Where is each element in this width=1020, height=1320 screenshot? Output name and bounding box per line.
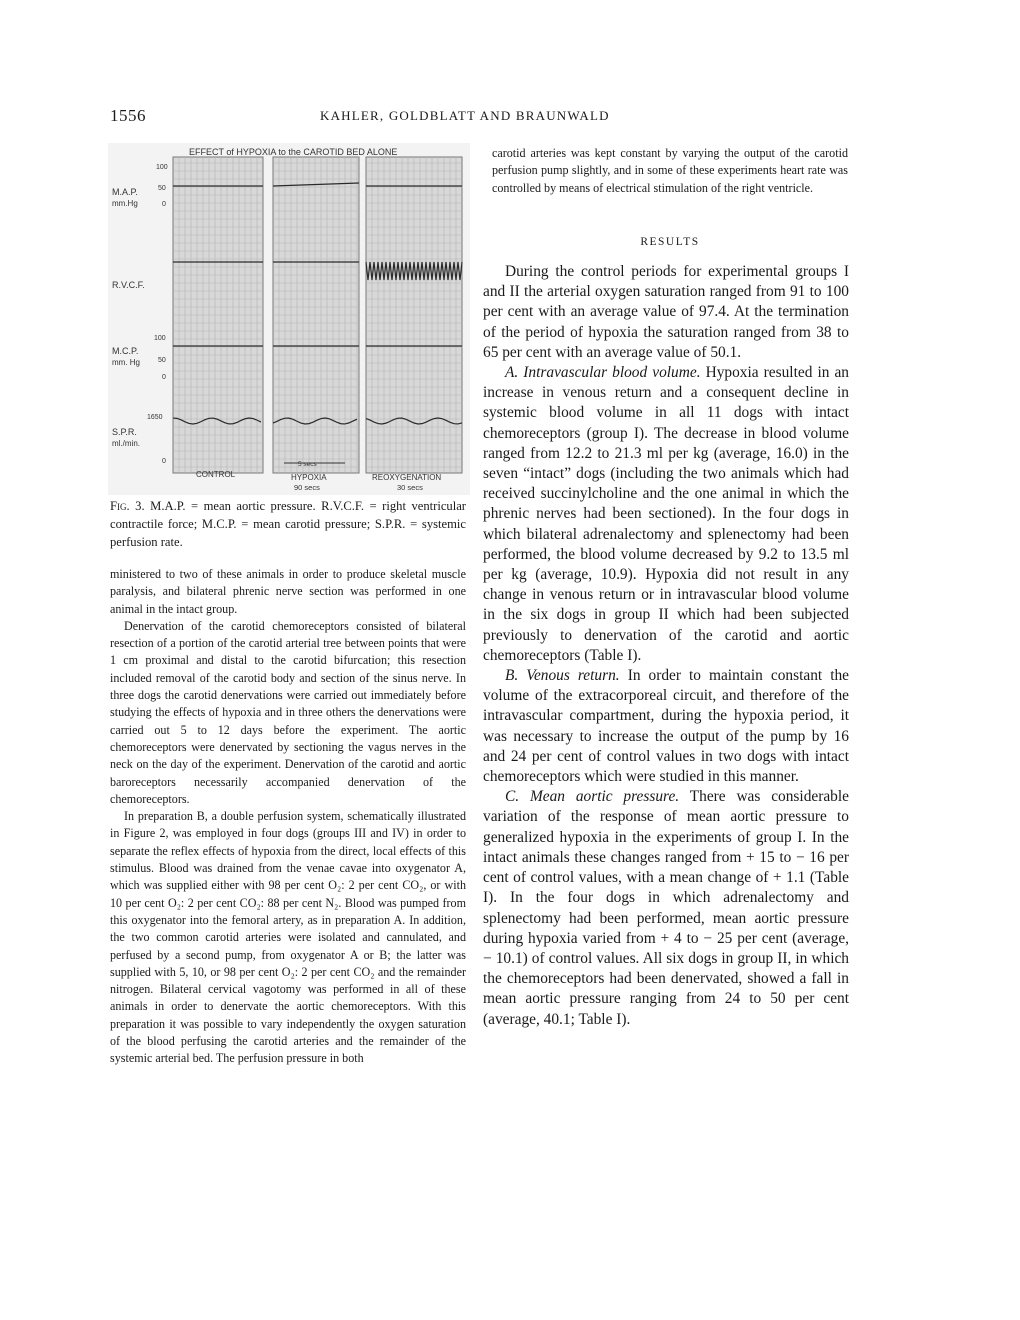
figure-caption-text: M.A.P. = mean aortic pressure. R.V.C.F. = right ventricular contractile force; M.C.P. = mean carotid pressure; S.P.R. = systemic perfusion rate. <box>110 499 466 549</box>
scale-map-50: 50 <box>158 185 166 192</box>
figure-3 <box>108 143 470 495</box>
running-head: KAHLER, GOLDBLATT AND BRAUNWALD <box>320 108 610 123</box>
scale-spr-1650: 1650 <box>147 414 163 421</box>
channel-unit-map: mm.Hg <box>112 199 138 208</box>
page-number: 1556 <box>110 106 146 125</box>
segment-hypoxia-duration: 90 secs <box>294 483 320 492</box>
section-heading-results: RESULTS <box>640 236 700 248</box>
section-c-heading: C. Mean aortic pressure. <box>505 788 680 806</box>
right-top-paragraph: carotid arteries was kept constant by varying the output of the carotid perfusion pump slightly, and in some of these experiments heart rate was controlled by means of electrical stimulation of the right ventricle. <box>492 146 848 195</box>
results-section-a <box>483 363 849 666</box>
figure-caption <box>110 497 466 551</box>
left-paragraph-2: Denervation of the carotid chemoreceptors consisted of bilateral resection of a portion of the carotid arterial tree between points that were 1 cm proximal and distal to the carotid bifurcation; this resection included removal of the carotid body and section of the sinus nerve. In three dogs the carotid denervations were carried out immediately before studying the effects of hypoxia and in three others the denervations were carried out 5 to 12 days before the experiment. The aortic chemoreceptors were denervated by sectioning the vagus nerves in the neck on the day of the experiment. Denervation of the carotid and aortic baroreceptors necessarily accompanied denervation of the chemoreceptors. <box>110 618 466 806</box>
section-a-heading: A. Intravascular blood volume. <box>505 364 701 382</box>
physiological-recording <box>108 143 470 495</box>
segment-control: CONTROL <box>196 470 236 479</box>
right-column-body <box>483 262 849 1030</box>
section-a-text: Hypoxia resulted in an increase in venous return and a consequent decline in systemic blood volume in all 11 dogs with intact chemoreceptors (group I). The decrease in blood volume ranged from 12.2 to 21.3 ml per kg (average, 16.0) in the seven “intact” dogs (including the two animals which had received succinylcholine and the one animal in which the phrenic nerves had been sectioned). In the four dogs in which bilateral adrenalectomy and splenectomy had been performed, the blood volume decreased by 9.2 to 13.5 ml per kg (average, 10.9). Hypoxia did not result in any change in venous return or in intravascular blood volume in the six dogs in group II which had been subjected previously to denervation of the carotid and aortic chemoreceptors (Table I). <box>483 364 849 664</box>
channel-label-map: M.A.P. <box>112 187 138 197</box>
channel-label-rvcf: R.V.C.F. <box>112 280 145 290</box>
section-b-text: In order to maintain constant the volume of the extracorporeal circuit, and therefore of the intravascular compartment, during the hypoxia period, it was necessary to increase the output of the pump by 16 and 24 per cent of control values in two dogs with intact chemoreceptors which were studied in this manner. <box>483 667 849 786</box>
channel-label-spr: S.P.R. <box>112 427 137 437</box>
channel-unit-spr: ml./min. <box>112 439 140 448</box>
scale-spr-0: 0 <box>162 458 166 465</box>
section-b-heading: B. Venous return. <box>505 667 620 685</box>
figure-caption-label: Fig. 3. <box>110 499 145 513</box>
channel-label-mcp: M.C.P. <box>112 346 139 356</box>
scale-mcp-100: 100 <box>154 335 166 342</box>
left-paragraph-1: ministered to two of these animals in order to produce skeletal muscle paralysis, and bilateral phrenic nerve section was performed in one animal in the intact group. <box>110 567 466 616</box>
scale-map-0: 0 <box>162 201 166 208</box>
channel-unit-mcp: mm. Hg <box>112 358 140 367</box>
results-intro: During the control periods for experimental groups I and II the arterial oxygen saturation ranged from 91 to 100 per cent with an average value of 97.4. At the termination of the period of hypoxia the saturation ranged from 38 to 65 per cent with an average value of 50.1. <box>483 263 849 361</box>
right-column-top <box>492 145 848 197</box>
segment-reoxygenation: REOXYGENATION <box>372 473 442 482</box>
scale-mcp-50: 50 <box>158 357 166 364</box>
left-paragraph-3: In preparation B, a double perfusion system, schematically illustrated in Figure 2, was employed in four dogs (groups III and IV) in order to separate the reflex effects of hypoxia from the direct, local effects of this stimulus. Blood was drained from the venae cavae into oxygenator A, which was supplied either with 98 per cent O₂: 2 per cent CO₂, or with 10 per cent O₂: 2 per cent CO₂: 88 per cent N₂. Blood was pumped from this oxygenator into the femoral artery, as in preparation A. In addition, the two common carotid arteries were isolated and cannulated, and perfused by a second pump, from oxygenator A or B; the latter was supplied with 5, 10, or 98 per cent O₂: 2 per cent CO₂ and the remainder nitrogen. Bilateral cervical vagotomy was performed in all of these animals in order to denervate the aortic chemoreceptors. With this preparation it was possible to vary independently the oxygen saturation of the blood perfusing the carotid arteries and the remainder of the systemic arterial bed. The perfusion pressure in both <box>110 809 466 1066</box>
scale-mcp-0: 0 <box>162 374 166 381</box>
left-column <box>110 566 466 1068</box>
results-section-c <box>483 787 849 1029</box>
segment-hypoxia: HYPOXIA <box>291 473 327 482</box>
segment-reoxygenation-duration: 30 secs <box>397 483 423 492</box>
time-marker: 5 secs <box>298 461 317 468</box>
figure-title: EFFECT of HYPOXIA to the CAROTID BED ALONE <box>189 147 398 157</box>
results-section-b <box>483 666 849 787</box>
scale-map-100: 100 <box>156 164 168 171</box>
section-c-text: There was considerable variation of the response of mean aortic pressure to generalized hypoxia in the experiments of group I. In the intact animals these changes ranged from + 15 to − 16 per cent of control values, with a mean change of + 1.1 (Table I). In the four dogs in which adrenalectomy and splenectomy had been performed, mean aortic pressure during hypoxia varied from + 4 to − 25 per cent (average, − 10.1) of control values. All six dogs in group II, in which the chemoreceptors had been denervated, showed a fall in mean aortic pressure ranging from 24 to 50 per cent (average, 40.1; Table I). <box>483 788 849 1028</box>
